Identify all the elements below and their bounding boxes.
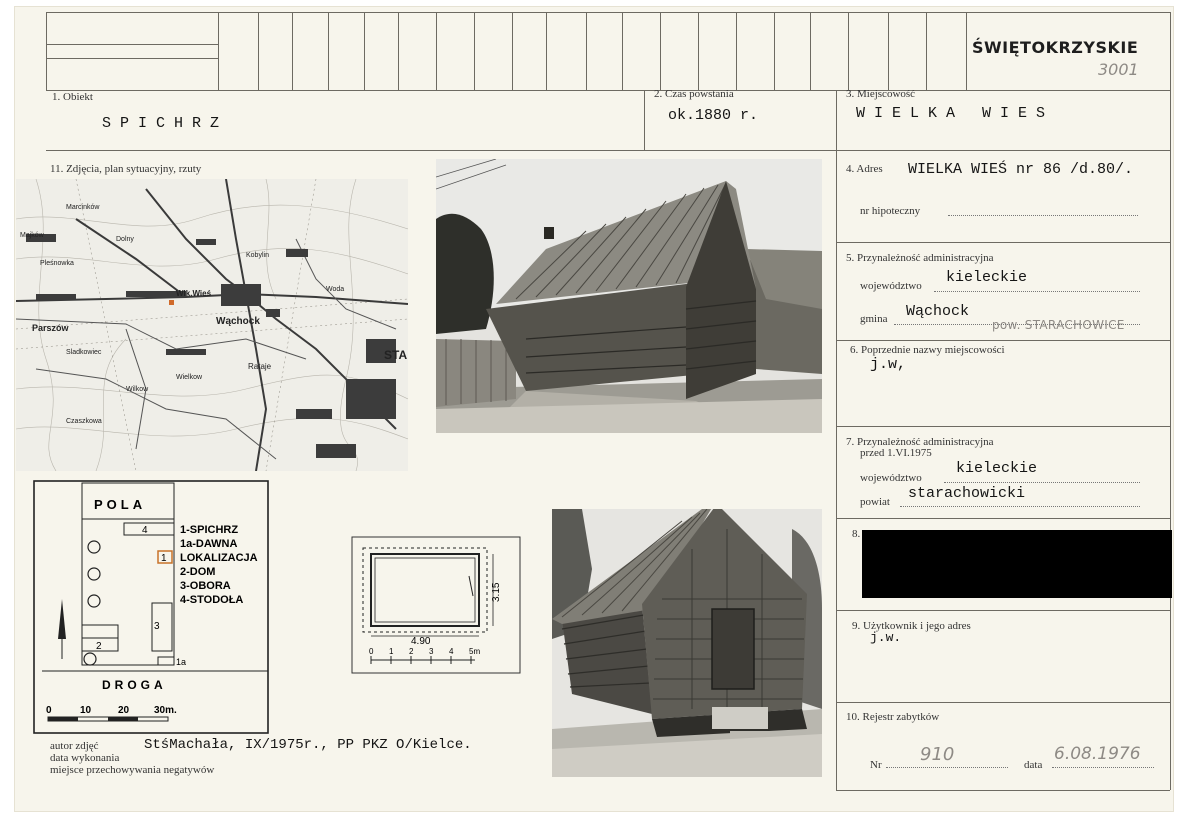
map-label: Wąchock [216, 316, 260, 327]
field-8-label: 8. [852, 528, 861, 540]
scale-tick: 5m [469, 647, 481, 656]
floor-plan [351, 536, 521, 674]
grid-column-line [660, 12, 661, 90]
legend-item: 2-DOM [180, 566, 216, 578]
building-label-1a: 1a [176, 657, 187, 667]
map-label: Pleśnowka [40, 260, 74, 267]
field-10-label: 10. Rejestr zabytków [846, 711, 940, 723]
site-plan [32, 479, 270, 735]
voivodeship-value: kieleckie [946, 269, 1028, 286]
register-nr-value: 910 [920, 744, 955, 765]
field-6-label: 6. Poprzednie nazwy miejscowości [850, 344, 1005, 356]
author-label: autor zdjęć [50, 740, 99, 752]
record-card [14, 6, 1174, 812]
field-7-date-label: przed 1.VI.1975 [860, 447, 932, 459]
field-3-label: 3. Miejscowość [846, 88, 916, 100]
grid-column-line [926, 12, 927, 90]
granary-photo-side-drawing [436, 159, 822, 433]
field-1-label: 1. Obiekt [52, 91, 93, 103]
catalog-number: 3001 [1098, 60, 1139, 79]
legend-item: LOKALIZACJA [180, 552, 258, 564]
granary-photo-front-drawing [552, 509, 822, 777]
topographic-map [16, 179, 408, 471]
scale-tick: 10 [80, 705, 92, 716]
legend-item: 4-STODOŁA [180, 594, 244, 606]
granary-photo-side [436, 159, 822, 433]
map-drawing [16, 179, 408, 471]
scale-tick: 2 [409, 647, 414, 656]
grid-column-line [966, 12, 967, 90]
building-label-4: 4 [142, 525, 148, 536]
previous-names-value: j.w, [870, 356, 907, 373]
scale-tick: 3 [429, 647, 434, 656]
field-2-label: 2. Czas powstania [654, 88, 734, 100]
scale-tick: 1 [389, 647, 394, 656]
map-label: STA [384, 348, 408, 362]
construction-date-value: ok.1880 r. [668, 107, 759, 124]
grid-column-line [546, 12, 547, 90]
building-label-2: 2 [96, 641, 102, 652]
map-label: Marcinków [66, 204, 100, 211]
map-label: Wielkow [176, 374, 203, 381]
map-label: Kobylin [246, 252, 269, 259]
map-label: Wilkow [126, 386, 149, 393]
voivodeship-label: województwo [860, 280, 922, 292]
field-4-label: 4. Adres [846, 163, 883, 175]
locality-value: WIELKA WIES [856, 105, 1055, 122]
county-note: pow. STARACHOWICE [992, 318, 1125, 332]
register-date-label: data [1024, 759, 1043, 771]
map-label: Rataje [248, 362, 272, 371]
grid-column-line [622, 12, 623, 90]
field-9-label: 9. Użytkownik i jego adres [852, 620, 971, 632]
granary-photo-front [552, 509, 822, 777]
scale-tick: 0 [46, 705, 52, 716]
grid-column-line [512, 12, 513, 90]
grid-column-line [698, 12, 699, 90]
grid-column-line [436, 12, 437, 90]
gmina-label: gmina [860, 313, 888, 325]
powiat-label: powiat [860, 496, 890, 508]
field-5-label: 5. Przynależność administracyjna [846, 252, 994, 264]
address-value: WIELKA WIEŚ nr 86 /d.80/. [908, 161, 1134, 178]
owner-value: j.w. [870, 630, 902, 645]
legend-item: 1a-DAWNA [180, 538, 238, 550]
floor-plan-drawing [351, 536, 521, 674]
grid-column-line [258, 12, 259, 90]
gmina-value: Wąchock [906, 303, 970, 320]
map-label: Majków [20, 232, 44, 239]
map-label: Wlk.Wieś [176, 289, 212, 298]
floor-width-label: 4.90 [411, 636, 431, 647]
grid-column-line [364, 12, 365, 90]
redacted-block [862, 530, 1172, 598]
object-value: SPICHRZ [102, 115, 229, 132]
map-label: Parszów [32, 323, 69, 333]
grid-column-line [328, 12, 329, 90]
map-label: Woda [326, 286, 345, 293]
building-label-3: 3 [154, 621, 160, 632]
scale-tick: 30m. [154, 705, 177, 716]
author-value: StśMachała, IX/1975r., PP PKZ O/Kielce. [144, 737, 472, 753]
grid-column-line [736, 12, 737, 90]
voivodeship-before-label: województwo [860, 472, 922, 484]
map-label: Sladkowiec [66, 349, 102, 356]
site-plan-top-label: POLA [94, 497, 147, 512]
date-made-label: data wykonania [50, 752, 120, 764]
grid-column-line [586, 12, 587, 90]
building-label-1: 1 [161, 553, 167, 564]
register-date-value: 6.08.1976 [1054, 744, 1141, 764]
field-11-label: 11. Zdjęcia, plan sytuacyjny, rzuty [50, 163, 202, 175]
voivodeship-before-value: kieleckie [956, 460, 1038, 477]
powiat-value: starachowicki [908, 485, 1026, 502]
scale-tick: 0 [369, 647, 374, 656]
scale-tick: 4 [449, 647, 454, 656]
scale-tick: 20 [118, 705, 130, 716]
field-7-label: 7. Przynależność administracyjna [846, 436, 994, 448]
grid-column-line [292, 12, 293, 90]
grid-column-line [810, 12, 811, 90]
grid-column-line [398, 12, 399, 90]
grid-column-line [774, 12, 775, 90]
floor-depth-label: 3.15 [491, 582, 502, 602]
grid-column-line [474, 12, 475, 90]
site-plan-bottom-label: DROGA [102, 678, 167, 692]
map-label: Dolny [116, 236, 134, 243]
grid-column-line [218, 12, 219, 90]
storage-label: miejsce przechowywania negatywów [50, 764, 215, 776]
legend-item: 3-OBORA [180, 580, 231, 592]
region-title: ŚWIĘTOKRZYSKIE [972, 38, 1139, 57]
map-label: Czaszkowa [66, 418, 102, 425]
legend-item: 1-SPICHRZ [180, 524, 239, 536]
site-plan-drawing [32, 479, 270, 735]
grid-column-line [888, 12, 889, 90]
register-nr-label: Nr [870, 759, 882, 771]
grid-column-line [848, 12, 849, 90]
mortgage-number-label: nr hipoteczny [860, 205, 921, 217]
